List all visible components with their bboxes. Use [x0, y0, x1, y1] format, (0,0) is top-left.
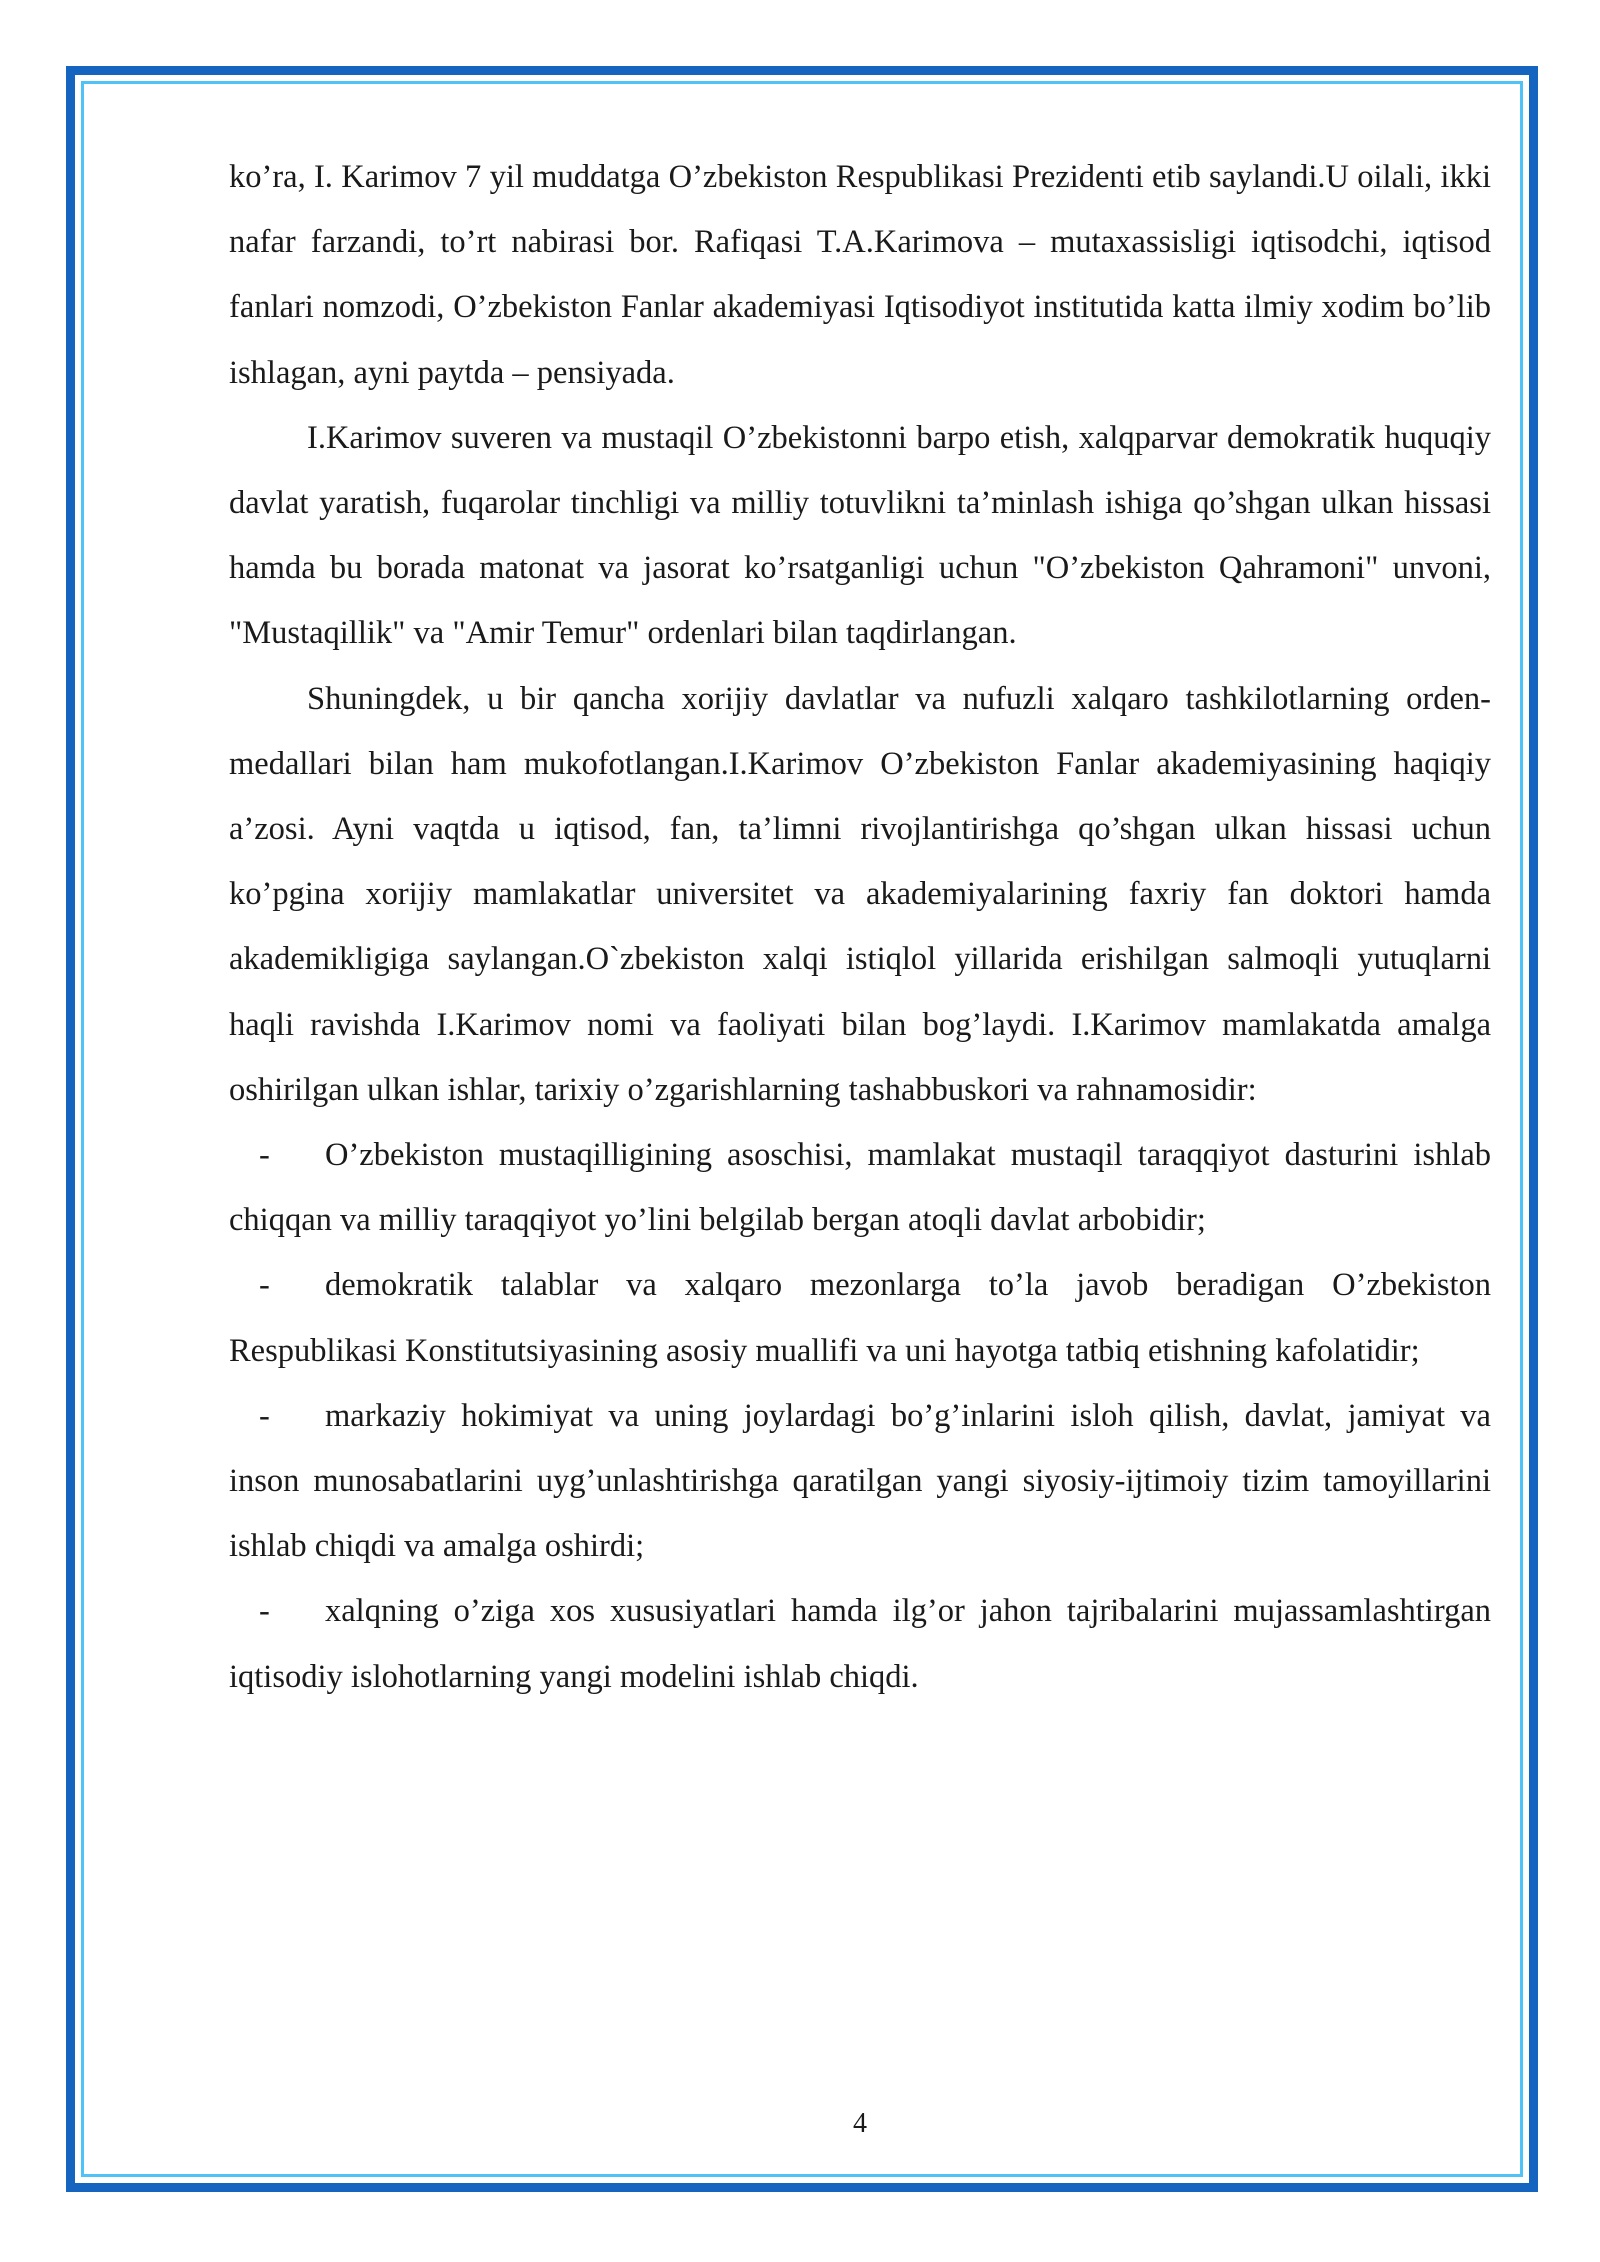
bullet-text: demokratik talablar va xalqaro mezonlarga to’la javob beradigan O’zbekiston Respublikasi Konstitutsiyasining asosiy muallifi va uni hayotga tatbiq etishning kafolatidir;: [229, 1267, 1491, 1369]
bullet-item: [229, 1579, 1491, 1709]
paragraph-awards: I.Karimov suveren va mustaqil O’zbekistonni barpo etish, xalqparvar demokratik huquqiy davlat yaratish, fuqarolar tinchligi va milliy totuvlikni ta’minlash ishiga qo’shgan ulkan hissasi hamda bu borada matonat va jasorat ko’rsatganligi uchun "O’zbekiston Qahramoni" unvoni, "Mustaqillik" va "Amir Temur" ordenlari bilan taqdirlangan.: [229, 419, 1491, 652]
bullet-dash: -: [259, 1267, 270, 1304]
document-body: [229, 145, 1491, 1710]
bullet-dash: -: [259, 1593, 270, 1630]
paragraph-continuation: ko’ra, I. Karimov 7 yil muddatga O’zbekiston Respublikasi Prezidenti etib saylandi.U oilali, ikki nafar farzandi, to’rt nabirasi bor. Rafiqasi T.A.Karimova – mutaxassisligi iqtisodchi, iqtisod fanlari nomzodi, O’zbekiston Fanlar akademiyasi Iqtisodiyot institutida katta ilmiy xodim bo’lib ishlagan, ayni paytda – pensiyada.: [229, 159, 1491, 391]
bullet-dash: -: [259, 1397, 270, 1434]
paragraph-academic: Shuningdek, u bir qancha xorijiy davlatlar va nufuzli xalqaro tashkilotlarning orden-medallari bilan ham mukofotlangan.I.Karimov O’zbekiston Fanlar akademiyasining haqiqiy a’zosi. Ayni vaqtda u iqtisod, fan, ta’limni rivojlantirishga qo’shgan ulkan hissasi uchun ko’pgina xorijiy mamlakatlar universitet va akademiyalarining faxriy fan doktori hamda akademikligiga saylangan.O`zbekiston xalqi istiqlol yillarida erishilgan salmoqli yutuqlarni haqli ravishda I.Karimov nomi va faoliyati bilan bog’laydi. I.Karimov mamlakatda amalga oshirilgan ulkan ishlar, tarixiy o’zgarishlarning tashabbuskori va rahnamosidir:: [229, 680, 1491, 1108]
bullet-item: [229, 1123, 1491, 1253]
bullet-text: O’zbekiston mustaqilligining asoschisi, mamlakat mustaqil taraqqiyot dasturini ishlab chiqqan va milliy taraqqiyot yo’lini belgilab bergan atoqli davlat arbobidir;: [229, 1137, 1491, 1239]
bullet-text: markaziy hokimiyat va uning joylardagi bo’g’inlarini isloh qilish, davlat, jamiyat va inson munosabatlarini uyg’unlashtirishga qaratilgan yangi siyosiy-ijtimoiy tizim tamoyillarini ishlab chiqdi va amalga oshirdi;: [229, 1397, 1491, 1565]
bullet-item: [229, 1384, 1491, 1580]
bullet-dash: -: [259, 1137, 270, 1174]
bullet-text: xalqning o’ziga xos xususiyatlari hamda ilg’or jahon tajribalarini mujassamlashtirgan iqtisodiy islohotlarning yangi modelini ishlab chiqdi.: [229, 1593, 1491, 1695]
page-number: 4: [853, 2108, 867, 2139]
bullet-item: [229, 1253, 1491, 1383]
